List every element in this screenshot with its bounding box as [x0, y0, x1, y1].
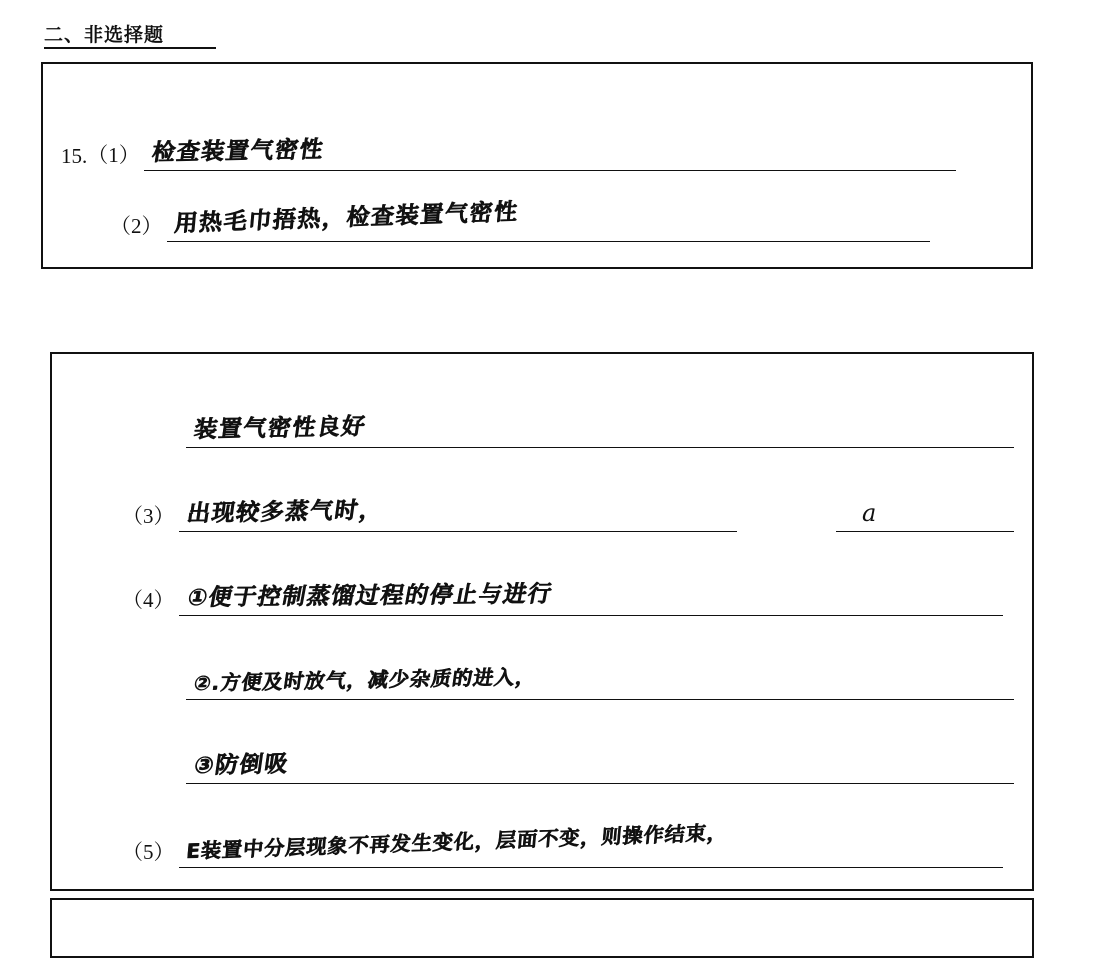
answer-label: （3） — [122, 504, 175, 528]
answer-label: （1） — [87, 143, 140, 167]
handwritten-answer: 检查装置气密性 — [149, 136, 326, 167]
answer-writing-line — [836, 488, 1014, 532]
answer-label: （2） — [110, 214, 163, 238]
answer-row — [122, 572, 1003, 616]
handwritten-answer: 用热毛巾捂热，检查装置气密性 — [172, 199, 520, 238]
answer-row — [186, 740, 1014, 784]
heading-underline — [44, 47, 216, 49]
question-number: 15. — [61, 144, 88, 168]
handwritten-answer: 出现较多蒸气时， — [184, 497, 385, 528]
answer-row — [61, 127, 956, 171]
answer-label: （5） — [122, 840, 175, 864]
handwritten-answer: ③防倒吸 — [192, 751, 291, 780]
answer-writing-line — [144, 127, 956, 171]
answer-writing-line — [179, 572, 1003, 616]
answer-label: （4） — [122, 588, 175, 612]
answer-row — [122, 488, 737, 532]
answer-writing-line — [186, 404, 1014, 448]
handwritten-answer: 装置气密性良好 — [192, 413, 368, 444]
answer-row — [122, 820, 1003, 868]
answer-box-bottom — [50, 898, 1034, 958]
handwritten-side-note: a — [862, 499, 877, 527]
answer-writing-line — [167, 198, 930, 242]
handwritten-answer: ①便于控制蒸馏过程的停止与进行 — [184, 581, 555, 612]
section-heading: 二、非选择题 — [44, 25, 165, 46]
handwritten-answer: E装置中分层现象不再发生变化，层面不变，则操作结束， — [184, 820, 729, 864]
answer-writing-line — [186, 656, 1014, 700]
answer-writing-line — [186, 740, 1014, 784]
answer-writing-line — [179, 488, 737, 532]
answer-writing-line — [179, 820, 1003, 868]
answer-row-side — [836, 488, 1014, 532]
answer-row — [186, 656, 1014, 700]
answer-row — [110, 198, 930, 242]
answer-row — [186, 404, 1014, 448]
handwritten-answer: ②.方便及时放气，减少杂质的进入， — [192, 664, 538, 696]
